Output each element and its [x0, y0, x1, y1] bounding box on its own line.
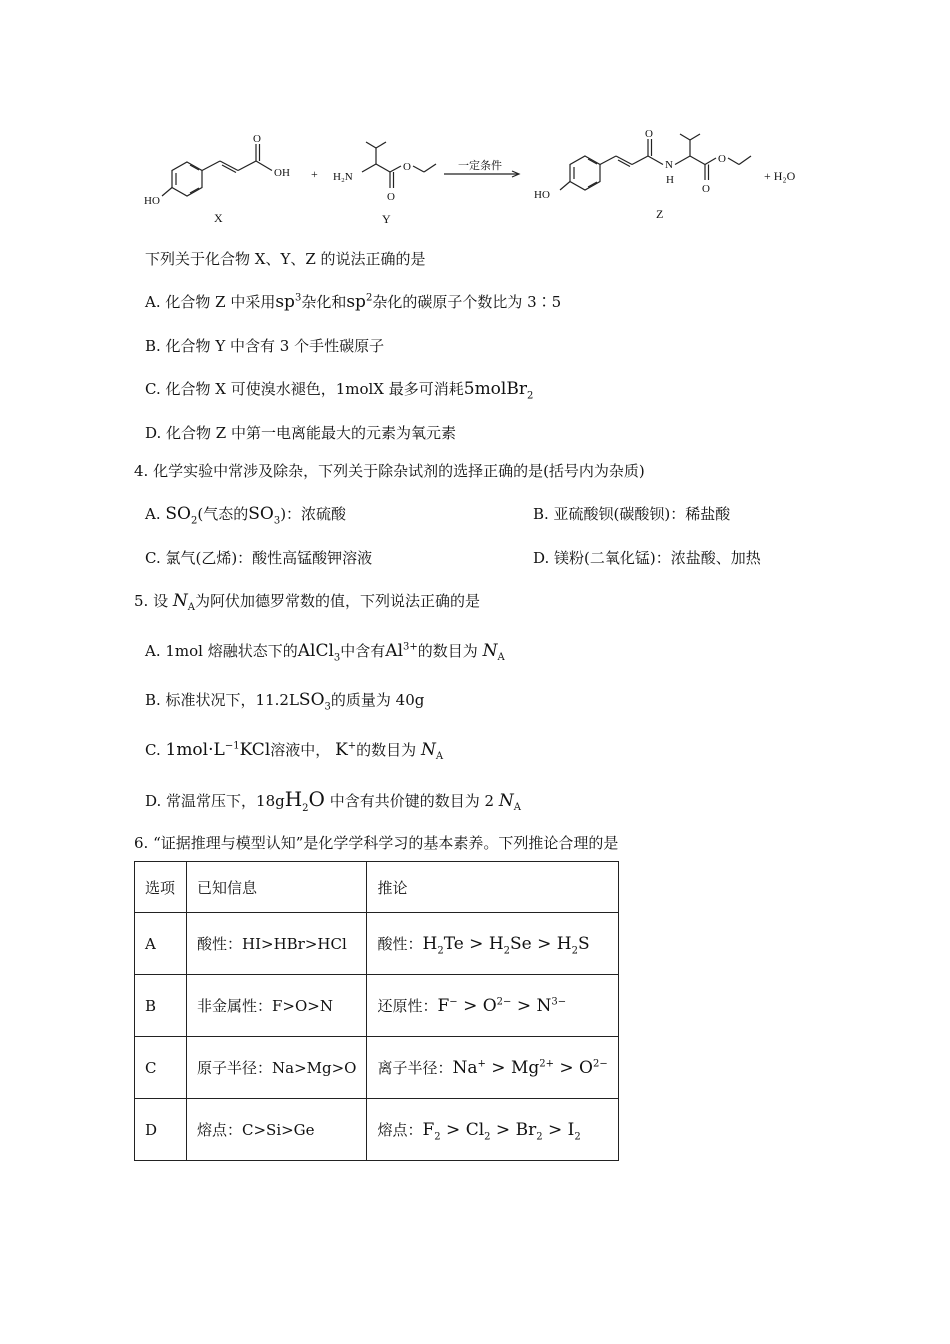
q6-stem: 6. “证据推理与模型认知”是化学学科学习的基本素养。下列推论合理的是	[134, 834, 619, 852]
q5-stem-prefix: 5. 设	[134, 592, 169, 610]
o-label: O	[253, 133, 261, 145]
q3-stem: 下列关于化合物 X、Y、Z 的说法正确的是	[145, 250, 426, 268]
row-option: A	[135, 913, 187, 975]
q3-a-mid: 杂化和	[301, 293, 347, 311]
q5-d-prefix: D. 常温常压下，18g	[145, 792, 285, 810]
o-label: O	[645, 128, 653, 140]
table-row	[135, 913, 619, 975]
table-row	[135, 1099, 619, 1161]
row-info: 酸性：HI>HBr>HCl	[187, 913, 367, 975]
q5-option-a: A. 1mol 熔融状态下的AlCl$_3$中含有$Al^{3+}$的数目为 $N_A$	[145, 641, 505, 664]
q4-option-b: B. 亚硫酸钡(碳酸钡)：稀盐酸	[533, 505, 731, 523]
q3-option-d: D. 化合物 Z 中第一电离能最大的元素为氧元素	[145, 424, 456, 442]
q5-c-mid: 溶液中，	[270, 741, 331, 759]
row-option: D	[135, 1099, 187, 1161]
o-label: O	[718, 153, 726, 165]
condition-label: 一定条件	[458, 160, 502, 172]
q5-c-prefix: C.	[145, 741, 161, 759]
q3-a-suffix: 杂化的碳原子个数比为 3∶5	[372, 293, 562, 311]
q4-option-a: A. $SO_2$(气态的$SO_3$)：浓硫酸	[145, 504, 347, 527]
q3-option-c: C. 化合物 X 可使溴水褪色，1molX 最多可消耗5molBr$_2$	[145, 379, 534, 402]
y-label: Y	[382, 212, 391, 226]
q5-c-suffix: 的数目为	[356, 741, 417, 759]
table-row	[135, 1037, 619, 1099]
h2n-label: H₂N	[333, 171, 353, 183]
q5-d-suffix: 中含有共价键的数目为 2	[329, 792, 495, 810]
row-inference: 熔点：$F_2 > Cl_2 > Br_2 > I_2$	[367, 1099, 618, 1161]
plus-sign: +	[311, 167, 318, 181]
row-info: 熔点：C>Si>Ge	[187, 1099, 367, 1161]
q4-a-suffix: )：浓硫酸	[280, 505, 347, 523]
oh-label: OH	[274, 167, 290, 179]
inference-prefix: 离子半径：	[377, 1059, 453, 1077]
row-info: 原子半径：Na>Mg>O	[187, 1037, 367, 1099]
q3-a-prefix: A. 化合物 Z 中采用	[145, 293, 276, 311]
row-inference: 还原性：$F^- > O^{2-} > N^{3-}$	[367, 975, 618, 1037]
row-inference: 酸性：$H_2Te > H_2Se > H_2S$	[367, 913, 618, 975]
q4-stem: 4. 化学实验中常涉及除杂，下列关于除杂试剂的选择正确的是(括号内为杂质)	[134, 462, 645, 480]
q5-a-suffix: 的数目为	[417, 642, 478, 660]
h-label: H	[666, 174, 674, 186]
inference-prefix: 还原性：	[377, 997, 438, 1015]
q5-a-mid: 中含有	[340, 642, 386, 660]
table-header-row	[135, 862, 619, 913]
q3-c-prefix: C. 化合物 X 可使溴水褪色，1molX 最多可消耗	[145, 380, 464, 398]
inference-prefix: 酸性：	[377, 935, 423, 953]
z-label: Z	[656, 207, 664, 221]
q5-stem-suffix: 为阿伏加德罗常数的值，下列说法正确的是	[194, 592, 480, 610]
q5-a-prefix: A. 1mol 熔融状态下的	[145, 642, 298, 660]
q5-option-d: D. 常温常压下，$18gH_2O$ 中含有共价键的数目为 2 $N_A$	[145, 787, 521, 814]
ho-label: HO	[534, 189, 550, 201]
q5-b-suffix: 的质量为 40g	[330, 691, 425, 709]
q5-option-b: B. 标准状况下，$11.2LSO_3$的质量为 40g	[145, 690, 425, 713]
header-option: 选项	[135, 862, 187, 913]
reaction-scheme	[140, 120, 820, 235]
o-label: O	[387, 191, 395, 203]
n-label: N	[665, 159, 673, 171]
x-label: X	[214, 211, 223, 225]
row-option: C	[135, 1037, 187, 1099]
q4-a-prefix: A.	[145, 505, 161, 523]
row-info: 非金属性：F>O>N	[187, 975, 367, 1037]
header-inference: 推论	[367, 862, 618, 913]
header-known-info: 已知信息	[187, 862, 367, 913]
row-inference: 离子半径：$Na^+ > Mg^{2+} > O^{2-}$	[367, 1037, 618, 1099]
q4-option-d: D. 镁粉(二氧化锰)：浓盐酸、加热	[533, 549, 761, 567]
table-row	[135, 975, 619, 1037]
q5-b-prefix: B. 标准状况下，11.2L	[145, 691, 299, 709]
q3-option-b: B. 化合物 Y 中含有 3 个手性碳原子	[145, 337, 385, 355]
q3-option-a: A. 化合物 Z 中采用$sp^3$杂化和$sp^2$杂化的碳原子个数比为 3∶5	[145, 292, 562, 312]
q4-a-mid: (气态的	[197, 505, 249, 523]
o-label: O	[403, 161, 411, 173]
o-label: O	[702, 183, 710, 195]
q6-table	[134, 861, 619, 1161]
q4-option-c: C. 氯气(乙烯)：酸性高锰酸钾溶液	[145, 549, 373, 567]
inference-prefix: 熔点：	[377, 1121, 423, 1139]
water-label: + H₂O	[764, 169, 796, 183]
q5-stem: 5. 设 $N_A$为阿伏加德罗常数的值，下列说法正确的是	[134, 591, 480, 613]
row-option: B	[135, 975, 187, 1037]
q5-option-c: C. $1mol\cdot L^{-1}KCl$溶液中， K+的数目为 $N_A$	[145, 740, 444, 762]
ho-label: HO	[144, 195, 160, 207]
